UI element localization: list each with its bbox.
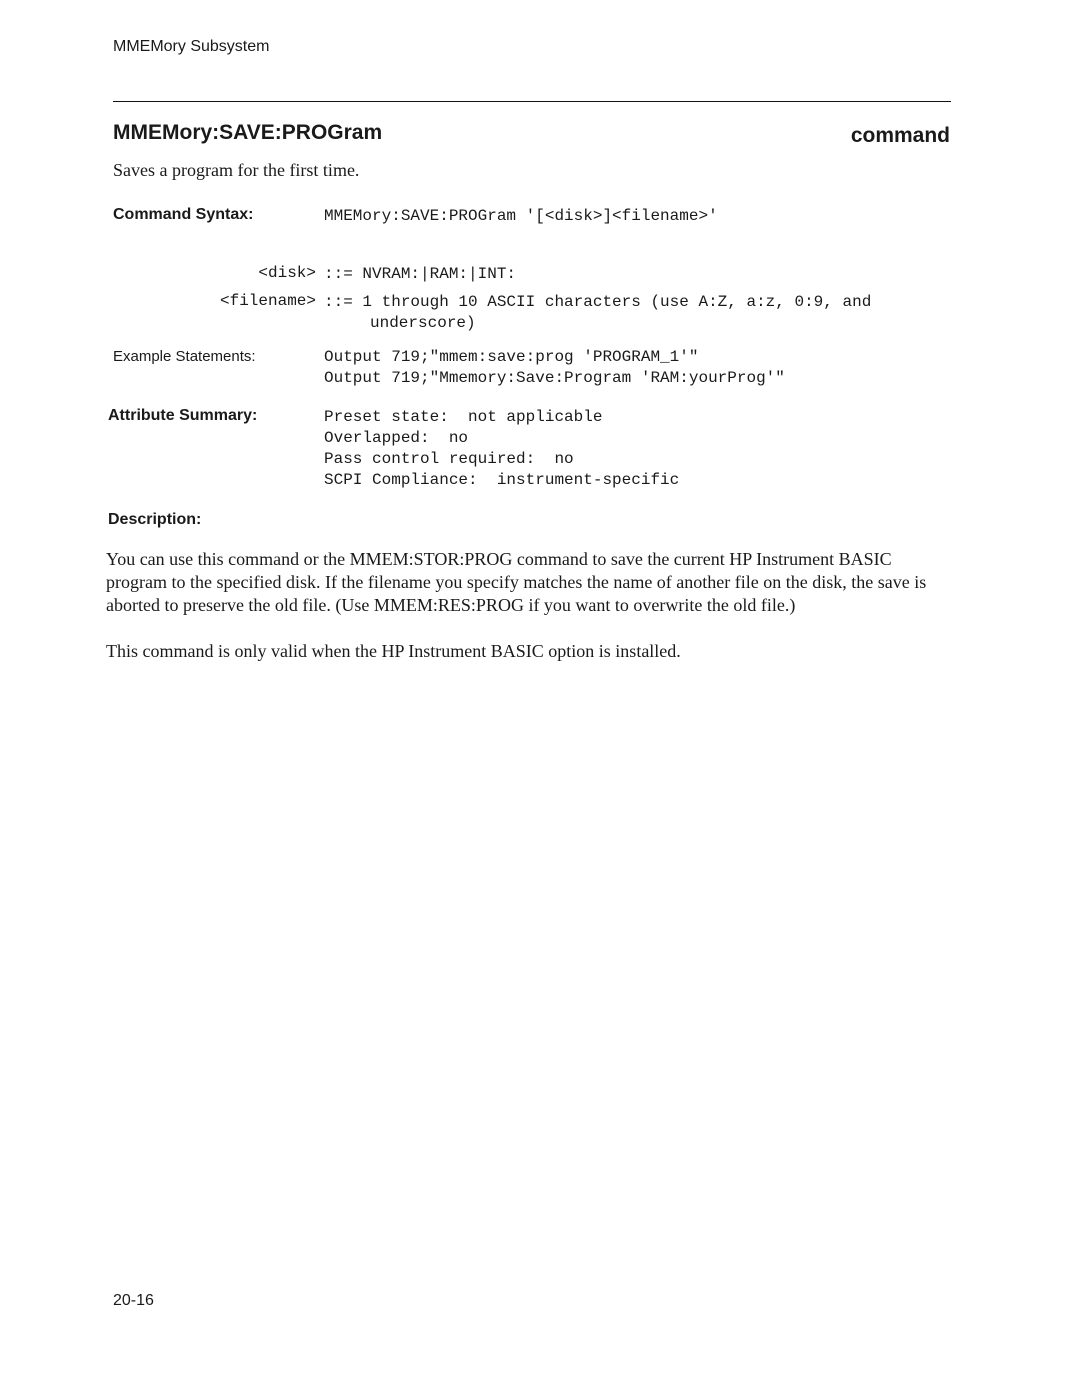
running-header: MMEMory Subsystem — [113, 38, 270, 55]
param-definition-filename-cont: underscore) — [370, 314, 476, 332]
entry-type-label: command — [850, 124, 950, 147]
example-line: Output 719;"mmem:save:prog 'PROGRAM_1'" — [324, 348, 699, 366]
command-title: MMEMory:SAVE:PROGram — [113, 121, 383, 144]
description-paragraph: You can use this command or the MMEM:STOR:PROG command to save the current HP Instrument BASIC program to the specified disk. If the filename you specify matches the name of another file on the disk, the save is aborted to preserve the old file. (Use MMEM:RES:PROG if you want to overwrite the old file.) — [106, 549, 927, 615]
example-statements — [324, 347, 785, 389]
attribute-summary-label: Attribute Summary: — [108, 407, 258, 424]
attribute-line: Overlapped: no — [324, 429, 469, 447]
description-body — [106, 548, 946, 686]
param-name-filename: <filename> — [219, 292, 316, 310]
header-rule — [113, 101, 951, 102]
description-paragraph: This command is only valid when the HP Instrument BASIC option is installed. — [106, 641, 681, 661]
param-name-disk: <disk> — [258, 264, 316, 282]
param-definition-disk: ::= NVRAM:|RAM:|INT: — [324, 265, 517, 283]
command-syntax-text: MMEMory:SAVE:PROGram '[<disk>]<filename>' — [324, 207, 718, 225]
attribute-line: Pass control required: no — [324, 450, 574, 468]
example-line: Output 719;"Mmemory:Save:Program 'RAM:yourProg'" — [324, 369, 785, 387]
command-summary: Saves a program for the first time. — [113, 160, 360, 180]
param-definition-filename: ::= 1 through 10 ASCII characters (use A:Z, a:z, 0:9, and — [324, 293, 872, 311]
attribute-line: SCPI Compliance: instrument-specific — [324, 471, 680, 489]
example-statements-label: Example Statements: — [113, 348, 256, 365]
page-number: 20-16 — [113, 1292, 154, 1309]
command-syntax-label: Command Syntax: — [113, 206, 254, 223]
attribute-summary — [324, 407, 679, 491]
attribute-line: Preset state: not applicable — [324, 408, 603, 426]
description-label: Description: — [108, 511, 202, 528]
